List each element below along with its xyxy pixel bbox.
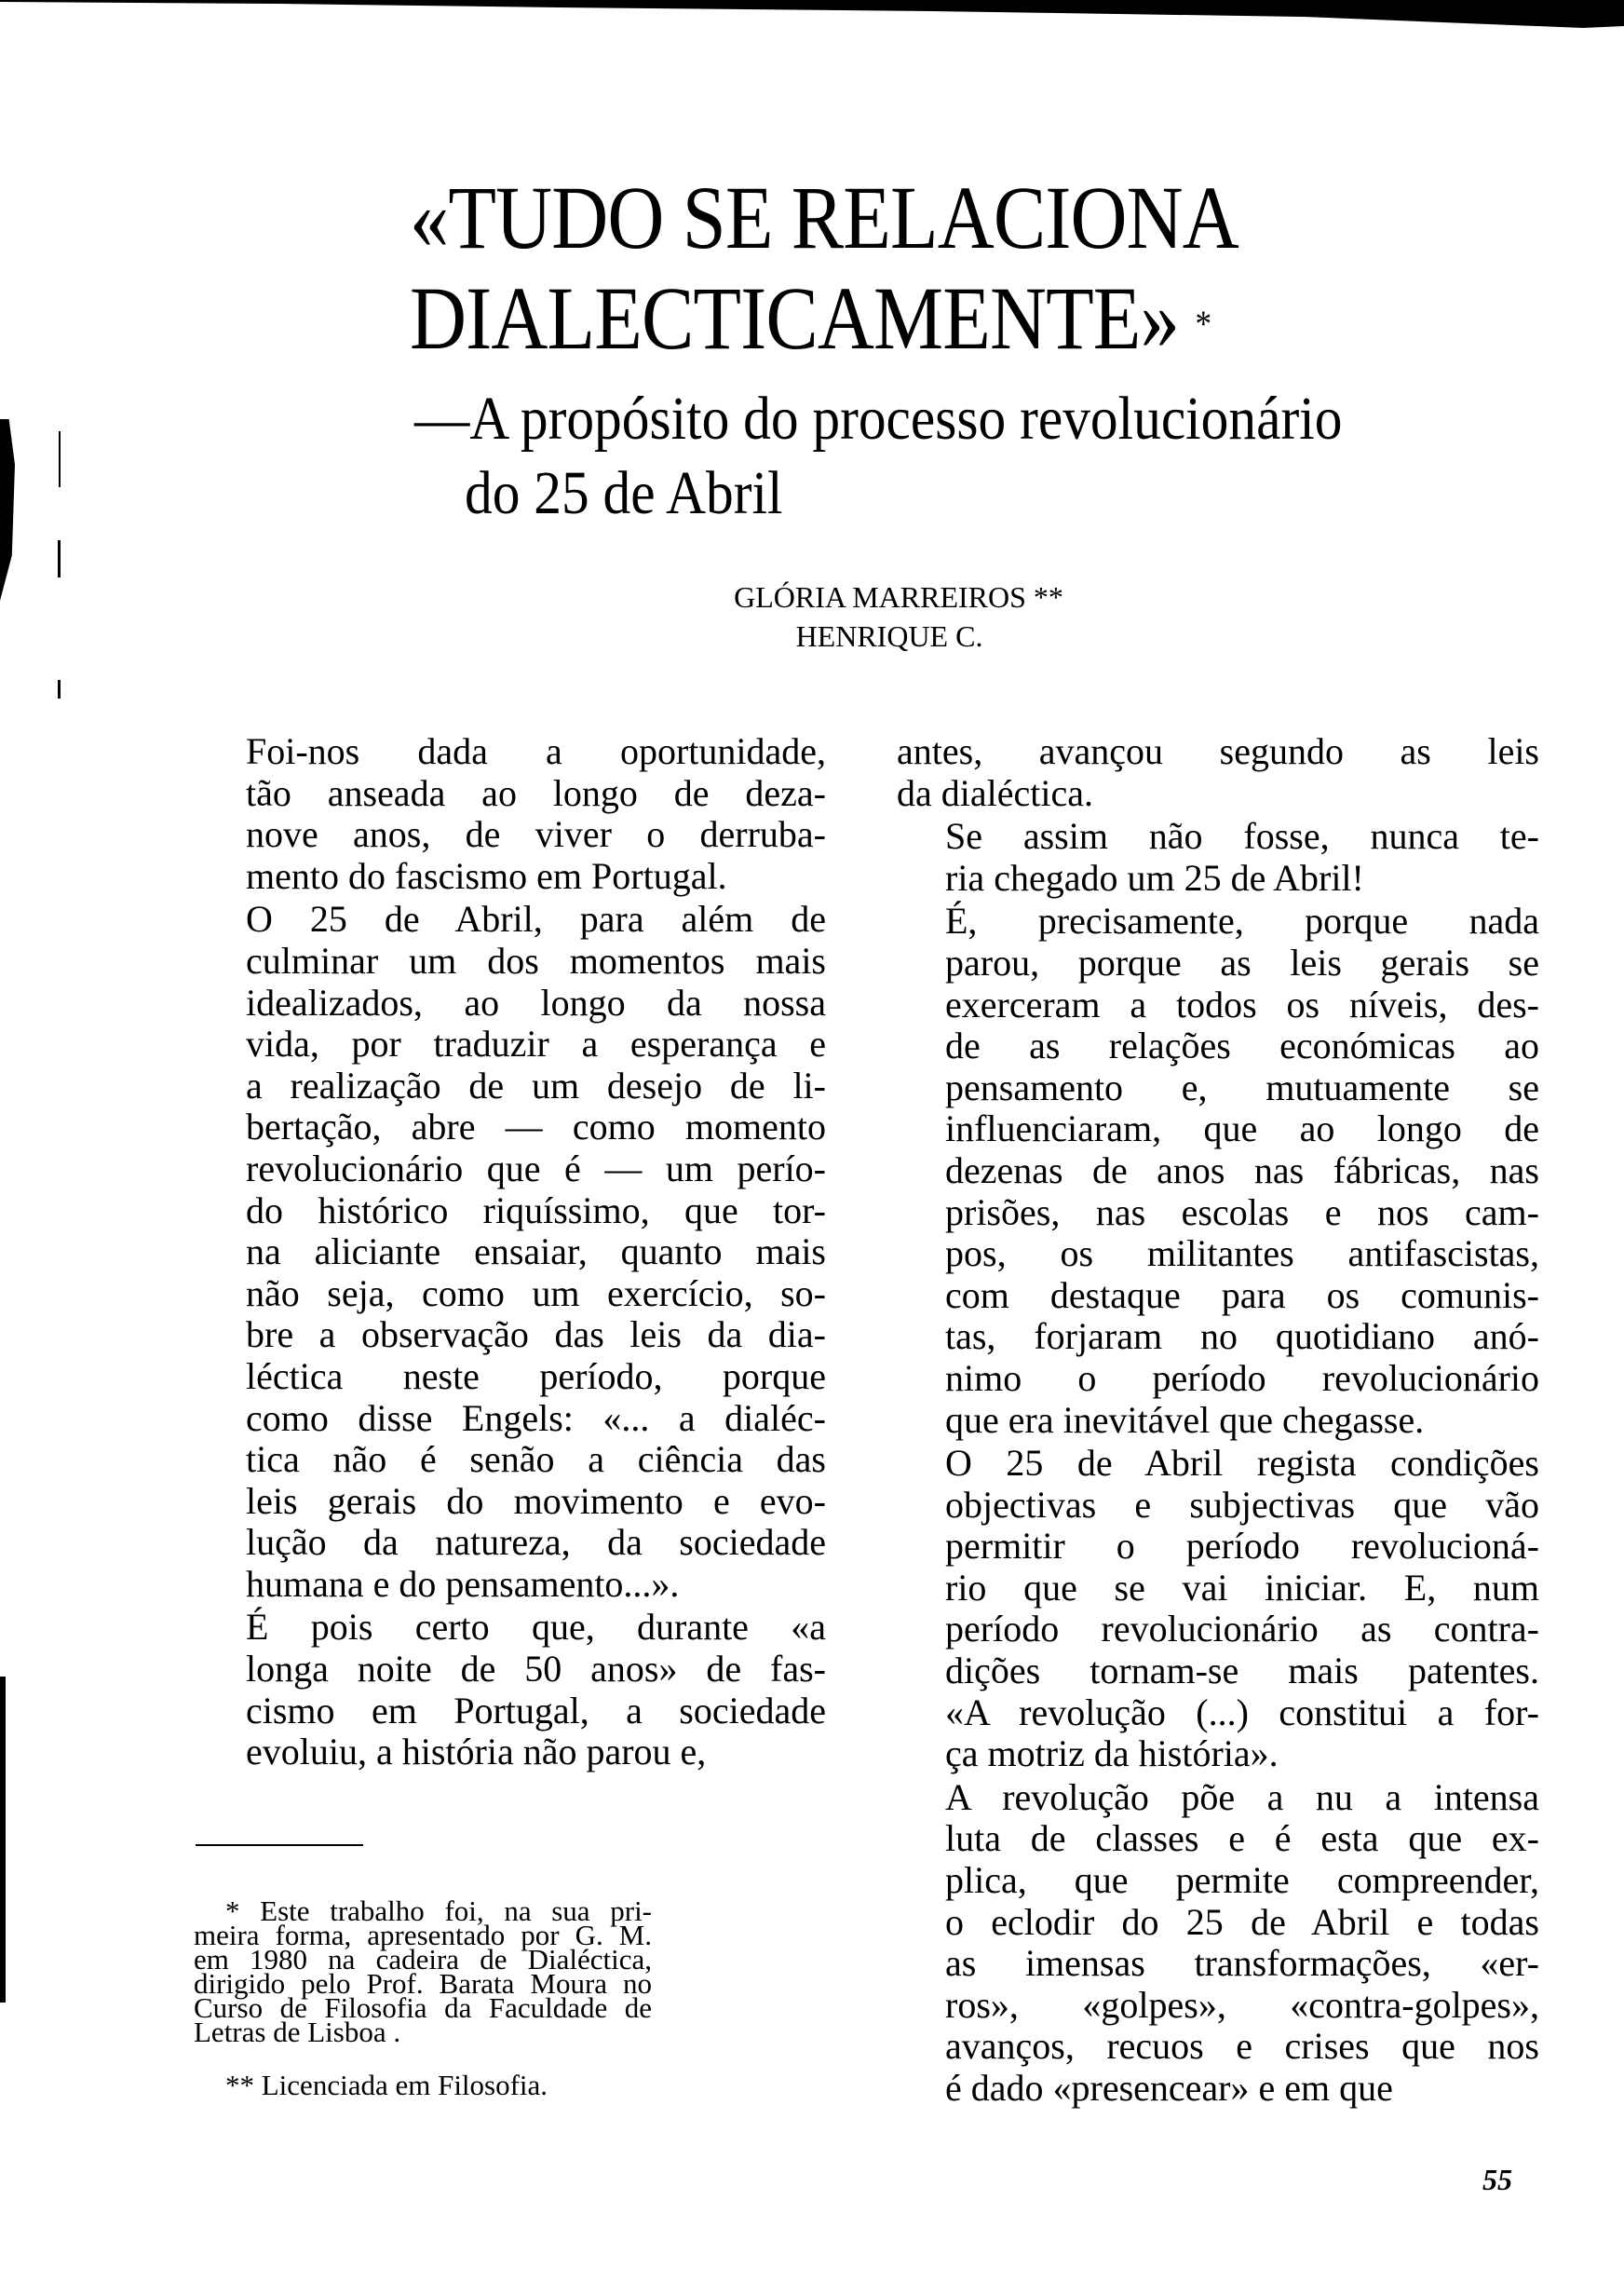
paragraph	[897, 731, 1539, 814]
text-line: de as relações económicas ao	[945, 1025, 1539, 1067]
text-line: ça motriz da história».	[945, 1732, 1279, 1775]
subtitle-line-1: —A propósito do processo revolucionário	[414, 385, 1343, 453]
text-line: tica não é senão a ciência das	[246, 1438, 826, 1481]
scan-edge-left-lower	[0, 1677, 6, 2003]
text-line: período revolucionário as contra-	[945, 1608, 1539, 1650]
text-line: rio que se vai iniciar. E, num	[945, 1566, 1539, 1609]
text-line: a realização de um desejo de li-	[246, 1064, 826, 1107]
text-line: Letras de Lisboa .	[194, 2016, 401, 2048]
text-line: exerceram a todos os níveis, des-	[945, 983, 1539, 1025]
text-line: bertação, abre — como momento	[246, 1106, 826, 1148]
text-line: mento do fascismo em Portugal.	[246, 854, 727, 897]
text-line: do histórico riquíssimo, que tor-	[246, 1188, 826, 1231]
author-1: GLÓRIA MARREIROS **	[734, 580, 1063, 614]
body-column-left	[197, 731, 826, 1773]
text-line: na aliciante ensaiar, quanto mais	[246, 1230, 826, 1273]
text-line: vida, por traduzir a esperança e	[246, 1023, 826, 1066]
text-line: objectivas e subjectivas que vão	[945, 1483, 1539, 1526]
text-line: plica, que permite compreender,	[945, 1859, 1539, 1902]
text-line: como disse Engels: «... a dialéc-	[246, 1396, 826, 1439]
text-line: É, precisamente, porque nada	[945, 900, 1539, 943]
margin-mark	[59, 431, 61, 487]
text-line: permitir o período revolucioná-	[945, 1525, 1539, 1568]
margin-mark	[58, 540, 61, 577]
author-byline	[466, 577, 1211, 656]
text-line: * Este trabalho foi, na sua pri-	[225, 1894, 652, 1927]
article-title	[410, 168, 1393, 369]
scan-edge-top	[0, 0, 1624, 28]
footnote-divider	[196, 1844, 363, 1846]
paragraph	[197, 731, 826, 897]
footnotes	[194, 1870, 652, 2126]
text-line: em 1980 na cadeira de Dialéctica,	[194, 1943, 652, 1976]
subtitle-line-2: do 25 de Abril	[465, 459, 783, 527]
text-line: Curso de Filosofia da Faculdade de	[194, 1991, 652, 2024]
text-line: dezenas de anos nas fábricas, nas	[945, 1148, 1539, 1191]
article-title-line-1: «TUDO SE RELACIONA	[410, 168, 1238, 267]
text-line: bre a observação das leis da dia-	[246, 1313, 826, 1356]
text-line: meira forma, apresentado por G. M.	[194, 1919, 652, 1951]
text-line: dições tornam-se mais patentes.	[945, 1650, 1539, 1692]
text-line: nimo o período revolucionário	[945, 1356, 1539, 1399]
text-line: O 25 de Abril, para além de	[246, 898, 826, 941]
article-subtitle	[414, 382, 1504, 531]
text-line: Se assim não fosse, nunca te-	[945, 815, 1539, 858]
paragraph	[197, 1607, 826, 1772]
text-line: antes, avançou segundo as leis	[897, 730, 1539, 772]
text-line: prisões, nas escolas e nos cam-	[945, 1190, 1539, 1233]
text-line: nove anos, de viver o derruba-	[246, 813, 826, 856]
text-line: A revolução põe a nu a intensa	[945, 1775, 1539, 1818]
paragraph	[194, 1894, 652, 2048]
text-line: ros», «golpes», «contra-golpes»,	[945, 1983, 1539, 2026]
text-line: avanços, recuos e crises que nos	[945, 2025, 1539, 2068]
article-title-line-2: DIALECTICAMENTE» *	[410, 268, 1211, 368]
text-line: que era inevitável que chegasse.	[945, 1398, 1425, 1441]
paragraph	[897, 1443, 1539, 1775]
text-line: É pois certo que, durante «a	[246, 1606, 826, 1649]
text-line: luta de classes e é esta que ex-	[945, 1817, 1539, 1860]
scan-edge-left	[0, 419, 15, 601]
text-line: longa noite de 50 anos» de fas-	[246, 1648, 826, 1691]
page-number: 55	[1482, 2163, 1512, 2196]
text-line: parou, porque as leis gerais se	[945, 941, 1539, 984]
text-line: léctica neste período, porque	[246, 1354, 826, 1397]
text-line: não seja, como um exercício, so-	[246, 1271, 826, 1314]
text-line: pos, os militantes antifascistas,	[945, 1232, 1539, 1275]
text-line: leis gerais do movimento e evo-	[246, 1479, 826, 1522]
body-column-right	[897, 731, 1539, 2110]
text-line: tão anseada ao longo de deza-	[246, 771, 826, 814]
text-line: evoluiu, a história não parou e,	[246, 1731, 707, 1773]
text-line: com destaque para os comunis-	[945, 1273, 1539, 1316]
text-line: humana e do pensamento...».	[246, 1562, 680, 1605]
text-line: dirigido pelo Prof. Barata Moura no	[194, 1967, 652, 2000]
text-line: Foi-nos dada a oportunidade,	[246, 730, 826, 772]
paragraph	[897, 816, 1539, 899]
margin-mark	[58, 680, 61, 699]
text-line: cismo em Portugal, a sociedade	[246, 1689, 826, 1731]
paragraph	[197, 899, 826, 1605]
text-line: ria chegado um 25 de Abril!	[945, 856, 1364, 899]
text-line: da dialéctica.	[897, 771, 1093, 814]
text-line: lução da natureza, da sociedade	[246, 1521, 826, 1564]
text-line: «A revolução (...) constitui a for-	[945, 1691, 1539, 1733]
text-line: influenciaram, que ao longo de	[945, 1107, 1539, 1150]
text-line: é dado «presencear» e em que	[945, 2067, 1393, 2109]
text-line: tas, forjaram no quotidiano anó-	[945, 1315, 1539, 1358]
author-2: HENRIQUE C.	[795, 619, 983, 653]
text-line: idealizados, ao longo da nossa	[246, 981, 826, 1024]
text-line: pensamento e, mutuamente se	[945, 1066, 1539, 1108]
paragraph	[897, 901, 1539, 1441]
title-footnote-marker: *	[1195, 303, 1211, 345]
text-line: as imensas transformações, «er-	[945, 1942, 1539, 1985]
text-line: revolucionário que é — um perío-	[246, 1147, 826, 1189]
text-line: ** Licenciada em Filosofia.	[225, 2069, 548, 2101]
text-line: O 25 de Abril regista condições	[945, 1442, 1539, 1485]
paragraph	[897, 1777, 1539, 2110]
text-line: culminar um dos momentos mais	[246, 939, 826, 982]
paragraph	[194, 2069, 652, 2101]
text-line: o eclodir do 25 de Abril e todas	[945, 1900, 1539, 1943]
